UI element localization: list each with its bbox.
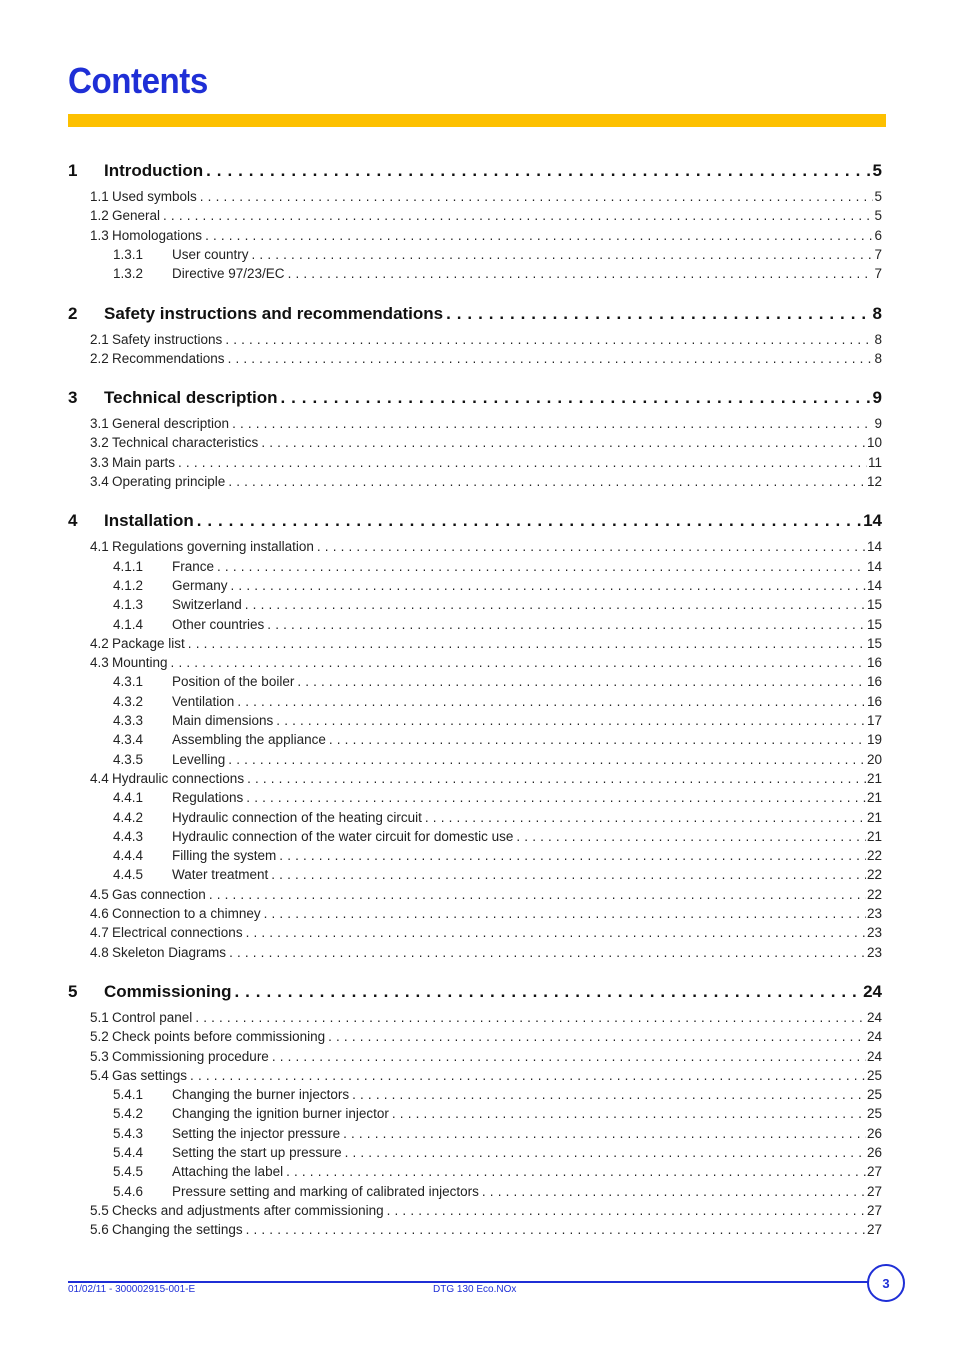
toc-entry-number: 4.4.4 <box>113 848 144 864</box>
toc-subsection-row[interactable] <box>68 1164 882 1180</box>
toc-dot-leader <box>171 655 866 670</box>
toc-entry-page: 23 <box>866 925 882 941</box>
toc-subsection-row[interactable] <box>68 1126 882 1142</box>
toc-entry-title: Mounting <box>112 655 168 671</box>
toc-entry-number: 2.2 <box>90 350 109 366</box>
toc-section-row[interactable] <box>68 887 882 903</box>
toc-dot-leader <box>392 1106 866 1121</box>
toc-dot-leader <box>297 674 866 689</box>
toc-subsection-row[interactable] <box>68 790 882 806</box>
toc-section-row[interactable] <box>68 455 882 471</box>
toc-section-row[interactable] <box>68 771 882 787</box>
toc-entry-title: Gas connection <box>112 886 206 902</box>
toc-entry-page: 17 <box>866 713 882 728</box>
toc-entry-title: Regulations <box>172 790 244 806</box>
toc-dot-leader <box>225 332 873 347</box>
toc-entry-number: 1.1 <box>90 189 109 204</box>
toc-entry-number: 4.1.1 <box>113 558 144 574</box>
toc-entry-number: 3.2 <box>90 435 109 451</box>
toc-entry-number: 5.2 <box>90 1029 109 1045</box>
toc-entry-title: Homologations <box>112 227 203 243</box>
toc-subsection-row[interactable] <box>68 578 882 594</box>
toc-dot-leader <box>200 189 874 204</box>
toc-entry-title: France <box>172 558 215 574</box>
toc-subsection-row[interactable] <box>68 810 882 826</box>
toc-entry-title: Checks and adjustments after commissioning <box>112 1202 384 1218</box>
toc-dot-leader <box>261 435 866 450</box>
toc-entry-page: 14 <box>863 511 882 531</box>
toc-dot-leader <box>229 945 866 960</box>
toc-entry-page: 9 <box>872 388 882 408</box>
footer-product-name: DTG 130 Eco.NOx <box>433 1284 517 1295</box>
toc-dot-leader <box>178 455 867 470</box>
toc-entry-title: Installation <box>104 511 194 531</box>
toc-entry-number: 5.6 <box>90 1222 109 1238</box>
toc-entry-title: Setting the start up pressure <box>172 1145 342 1160</box>
toc-chapter-row[interactable] <box>68 982 882 1002</box>
toc-chapter-row[interactable] <box>68 161 882 181</box>
toc-entry-number: 4.5 <box>90 886 109 902</box>
toc-section-row[interactable] <box>68 636 882 652</box>
toc-subsection-row[interactable] <box>68 1145 882 1161</box>
toc-entry-title: Skeleton Diagrams <box>112 944 227 960</box>
toc-entry-title: Technical description <box>104 388 278 408</box>
toc-dot-leader <box>217 559 866 574</box>
toc-entry-page: 20 <box>866 751 882 767</box>
toc-entry-number: 5.4 <box>90 1067 109 1083</box>
toc-dot-leader <box>279 848 866 863</box>
toc-entry-number: 4.4.3 <box>113 828 144 844</box>
toc-entry-page: 21 <box>866 828 882 844</box>
toc-entry-page: 26 <box>866 1125 882 1141</box>
toc-entry-page: 5 <box>874 189 882 204</box>
toc-entry-number: 2 <box>68 303 78 323</box>
toc-dot-leader <box>205 228 873 243</box>
toc-subsection-row[interactable] <box>68 713 882 729</box>
toc-entry-number: 1.3 <box>90 227 109 243</box>
toc-entry-page: 21 <box>866 809 882 825</box>
toc-section-row[interactable] <box>68 416 882 432</box>
toc-entry-page: 12 <box>866 474 882 489</box>
toc-entry-title: Water treatment <box>172 867 269 883</box>
toc-dot-leader <box>271 867 866 882</box>
toc-dot-leader <box>329 732 866 747</box>
toc-entry-number: 5.1 <box>90 1009 109 1025</box>
toc-subsection-row[interactable] <box>68 829 882 845</box>
toc-entry-number: 5.3 <box>90 1048 109 1064</box>
toc-entry-page: 8 <box>874 350 882 366</box>
toc-dot-leader <box>343 1126 866 1141</box>
toc-dot-leader <box>345 1145 866 1160</box>
toc-entry-title: Changing the settings <box>112 1222 243 1238</box>
toc-dot-leader <box>387 1203 866 1218</box>
toc-entry-title: Main parts <box>112 454 176 470</box>
toc-entry-title: Operating principle <box>112 474 226 489</box>
toc-dot-leader <box>288 266 874 281</box>
toc-entry-number: 4.2 <box>90 635 109 651</box>
toc-subsection-row[interactable] <box>68 1106 882 1122</box>
toc-dot-leader <box>228 752 866 767</box>
toc-entry-page: 8 <box>874 331 882 347</box>
toc-subsection-row[interactable] <box>68 752 882 768</box>
toc-section-row[interactable] <box>68 351 882 367</box>
toc-entry-number: 3.3 <box>90 454 109 470</box>
toc-entry-title: Main dimensions <box>172 713 274 728</box>
toc-entry-title: Setting the injector pressure <box>172 1125 341 1141</box>
toc-section-row[interactable] <box>68 435 882 451</box>
toc-subsection-row[interactable] <box>68 266 882 282</box>
toc-entry-number: 5.4.3 <box>113 1125 144 1141</box>
toc-dot-leader <box>264 906 866 921</box>
toc-section-row[interactable] <box>68 1222 882 1238</box>
toc-subsection-row[interactable] <box>68 247 882 263</box>
toc-entry-title: Introduction <box>104 161 204 180</box>
toc-entry-page: 27 <box>866 1164 882 1180</box>
toc-subsection-row[interactable] <box>68 694 882 710</box>
toc-entry-number: 4.3.3 <box>113 713 144 728</box>
toc-entry-title: Directive 97/23/EC <box>172 266 285 282</box>
toc-entry-page: 14 <box>866 558 882 574</box>
toc-subsection-row[interactable] <box>68 597 882 613</box>
toc-entry-title: Safety instructions and recommendations <box>104 303 444 323</box>
toc-entry-page: 22 <box>866 867 882 883</box>
toc-entry-title: Used symbols <box>112 189 197 204</box>
toc-chapter-row[interactable] <box>68 388 882 408</box>
toc-dot-leader <box>237 694 866 709</box>
toc-entry-page: 9 <box>874 416 882 432</box>
toc-entry-number: 4.4.2 <box>113 809 144 825</box>
toc-dot-leader <box>195 1010 866 1025</box>
toc-entry-number: 1.3.1 <box>113 246 144 262</box>
toc-subsection-row[interactable] <box>68 559 882 575</box>
toc-entry-title: General description <box>112 416 230 432</box>
toc-entry-number: 4.3.2 <box>113 693 144 709</box>
toc-subsection-row[interactable] <box>68 1184 882 1200</box>
toc-entry-page: 22 <box>866 886 882 902</box>
toc-entry-page: 5 <box>872 161 882 180</box>
toc-entry-title: User country <box>172 246 249 262</box>
toc-subsection-row[interactable] <box>68 1087 882 1103</box>
toc-entry-number: 3.1 <box>90 416 109 432</box>
toc-entry-page: 11 <box>867 454 882 470</box>
toc-entry-page: 23 <box>866 944 882 960</box>
toc-entry-title: Electrical connections <box>112 925 243 941</box>
toc-entry-page: 26 <box>866 1145 882 1160</box>
toc-entry-page: 21 <box>866 770 882 786</box>
toc-dot-leader <box>190 1068 866 1083</box>
toc-dot-leader <box>317 539 866 554</box>
toc-entry-page: 8 <box>872 303 882 323</box>
toc-entry-title: Other countries <box>172 616 265 632</box>
toc-entry-title: Germany <box>172 577 228 593</box>
toc-section-row[interactable] <box>68 906 882 922</box>
toc-entry-number: 4.4 <box>90 770 109 786</box>
toc-entry-page: 10 <box>866 435 882 451</box>
toc-dot-leader <box>246 790 866 805</box>
toc-dot-leader <box>328 1029 866 1044</box>
toc-entry-number: 4.1.2 <box>113 577 144 593</box>
toc-entry-page: 24 <box>863 981 882 1001</box>
toc-entry-number: 4.1.4 <box>113 616 144 632</box>
toc-entry-page: 24 <box>866 1009 882 1025</box>
toc-dot-leader <box>281 388 872 408</box>
toc-entry-number: 4.3.4 <box>113 732 144 748</box>
toc-dot-leader <box>267 617 866 632</box>
toc-entry-title: Pressure setting and marking of calibrated injectors <box>172 1183 479 1199</box>
toc-entry-title: Hydraulic connection of the water circuit for domestic use <box>172 828 514 844</box>
toc-entry-page: 25 <box>866 1106 882 1122</box>
toc-entry-title: Changing the burner injectors <box>172 1087 350 1103</box>
toc-entry-page: 25 <box>866 1087 882 1103</box>
toc-dot-leader <box>247 771 866 786</box>
toc-entry-page: 21 <box>866 790 882 806</box>
toc-entry-title: Commissioning <box>104 981 232 1001</box>
toc-dot-leader <box>197 511 862 531</box>
toc-entry-title: Connection to a chimney <box>112 906 261 921</box>
toc-entry-page: 14 <box>866 539 882 555</box>
toc-entry-number: 5.4.5 <box>113 1164 144 1180</box>
toc-entry-page: 24 <box>866 1029 882 1045</box>
toc-section-row[interactable] <box>68 474 882 490</box>
toc-entry-title: Position of the boiler <box>172 674 295 690</box>
toc-entry-number: 4.8 <box>90 944 109 960</box>
table-of-contents <box>68 0 882 1351</box>
toc-dot-leader <box>246 1222 866 1237</box>
page-title: Contents <box>68 60 208 101</box>
toc-entry-number: 5.5 <box>90 1202 109 1218</box>
toc-entry-number: 5 <box>68 981 78 1001</box>
toc-subsection-row[interactable] <box>68 617 882 633</box>
toc-entry-title: Recommendations <box>112 350 225 366</box>
toc-entry-number: 4.3 <box>90 655 109 671</box>
toc-entry-number: 4.1 <box>90 539 109 555</box>
toc-section-row[interactable] <box>68 208 882 224</box>
toc-subsection-row[interactable] <box>68 867 882 883</box>
toc-dot-leader <box>482 1184 866 1199</box>
toc-entry-page: 15 <box>866 597 882 613</box>
toc-dot-leader <box>446 304 871 324</box>
toc-entry-page: 24 <box>866 1048 882 1064</box>
toc-dot-leader <box>163 208 873 223</box>
toc-entry-title: Hydraulic connections <box>112 770 245 786</box>
toc-entry-title: Gas settings <box>112 1067 188 1083</box>
toc-entry-page: 19 <box>866 732 882 748</box>
toc-entry-page: 27 <box>866 1183 882 1199</box>
toc-dot-leader <box>425 810 866 825</box>
toc-entry-title: Safety instructions <box>112 331 223 347</box>
toc-entry-title: Changing the ignition burner injector <box>172 1106 389 1122</box>
toc-subsection-row[interactable] <box>68 732 882 748</box>
toc-entry-page: 23 <box>866 906 882 921</box>
toc-dot-leader <box>276 713 866 728</box>
toc-section-row[interactable] <box>68 925 882 941</box>
toc-dot-leader <box>235 982 863 1002</box>
toc-entry-title: Hydraulic connection of the heating circuit <box>172 809 422 825</box>
toc-entry-number: 5.4.4 <box>113 1145 144 1160</box>
toc-subsection-row[interactable] <box>68 674 882 690</box>
toc-dot-leader <box>516 829 866 844</box>
footer-divider <box>68 1281 868 1283</box>
toc-dot-leader <box>272 1049 866 1064</box>
toc-section-row[interactable] <box>68 189 882 205</box>
toc-entry-page: 5 <box>874 208 882 224</box>
toc-entry-page: 25 <box>866 1067 882 1083</box>
toc-entry-page: 6 <box>874 227 882 243</box>
toc-section-row[interactable] <box>68 655 882 671</box>
toc-chapter-row[interactable] <box>68 511 882 531</box>
toc-section-row[interactable] <box>68 1068 882 1084</box>
toc-entry-number: 1 <box>68 161 78 180</box>
toc-section-row[interactable] <box>68 1203 882 1219</box>
toc-entry-title: Levelling <box>172 751 226 767</box>
toc-entry-number: 2.1 <box>90 331 109 347</box>
toc-dot-leader <box>252 247 874 262</box>
toc-dot-leader <box>232 416 873 431</box>
toc-entry-title: Attaching the label <box>172 1164 284 1180</box>
toc-entry-title: Regulations governing installation <box>112 539 314 555</box>
toc-dot-leader <box>206 161 871 181</box>
toc-entry-number: 1.3.2 <box>113 266 144 282</box>
toc-entry-page: 27 <box>866 1222 882 1238</box>
toc-entry-page: 16 <box>866 693 882 709</box>
toc-dot-leader <box>231 578 866 593</box>
toc-dot-leader <box>228 474 866 489</box>
toc-entry-page: 7 <box>874 266 882 282</box>
toc-section-row[interactable] <box>68 1029 882 1045</box>
toc-entry-title: Filling the system <box>172 848 277 864</box>
toc-section-row[interactable] <box>68 539 882 555</box>
toc-entry-number: 4.3.5 <box>113 751 144 767</box>
toc-entry-page: 14 <box>866 577 882 593</box>
toc-entry-page: 7 <box>874 246 882 262</box>
toc-dot-leader <box>352 1087 866 1102</box>
toc-entry-number: 4.7 <box>90 925 109 941</box>
page-number-badge: 3 <box>867 1264 905 1302</box>
toc-entry-number: 4 <box>68 511 78 531</box>
toc-entry-title: Commissioning procedure <box>112 1048 269 1064</box>
toc-entry-page: 15 <box>866 616 882 632</box>
toc-section-row[interactable] <box>68 1049 882 1065</box>
toc-entry-number: 4.1.3 <box>113 597 144 613</box>
toc-entry-number: 3 <box>68 388 78 408</box>
toc-entry-page: 27 <box>866 1202 882 1218</box>
toc-subsection-row[interactable] <box>68 848 882 864</box>
toc-entry-number: 5.4.1 <box>113 1087 144 1103</box>
toc-entry-title: Ventilation <box>172 693 235 709</box>
toc-entry-title: Control panel <box>112 1009 193 1025</box>
toc-entry-number: 4.6 <box>90 906 109 921</box>
toc-section-row[interactable] <box>68 332 882 348</box>
toc-entry-page: 15 <box>866 635 882 651</box>
toc-entry-title: General <box>112 208 161 224</box>
toc-section-row[interactable] <box>68 1010 882 1026</box>
toc-section-row[interactable] <box>68 228 882 244</box>
toc-dot-leader <box>188 636 866 651</box>
toc-entry-title: Switzerland <box>172 597 242 613</box>
toc-entry-number: 3.4 <box>90 474 109 489</box>
toc-entry-title: Technical characteristics <box>112 435 259 451</box>
toc-entry-title: Check points before commissioning <box>112 1029 326 1045</box>
toc-entry-number: 4.3.1 <box>113 674 144 690</box>
toc-chapter-row[interactable] <box>68 304 882 324</box>
toc-entry-number: 5.4.2 <box>113 1106 144 1122</box>
toc-entry-number: 4.4.1 <box>113 790 144 806</box>
toc-entry-title: Assembling the appliance <box>172 732 326 748</box>
toc-entry-number: 5.4.6 <box>113 1183 144 1199</box>
toc-dot-leader <box>286 1164 866 1179</box>
toc-entry-page: 22 <box>866 848 882 864</box>
toc-entry-number: 1.2 <box>90 208 109 224</box>
toc-dot-leader <box>228 351 874 366</box>
toc-entry-page: 16 <box>866 655 882 671</box>
toc-dot-leader <box>246 925 866 940</box>
toc-entry-page: 16 <box>866 674 882 690</box>
footer-document-ref: 01/02/11 - 300002915-001-E <box>68 1284 196 1295</box>
toc-dot-leader <box>209 887 866 902</box>
toc-entry-number: 4.4.5 <box>113 867 144 883</box>
toc-entry-title: Package list <box>112 635 185 651</box>
toc-section-row[interactable] <box>68 945 882 961</box>
toc-dot-leader <box>245 597 866 612</box>
